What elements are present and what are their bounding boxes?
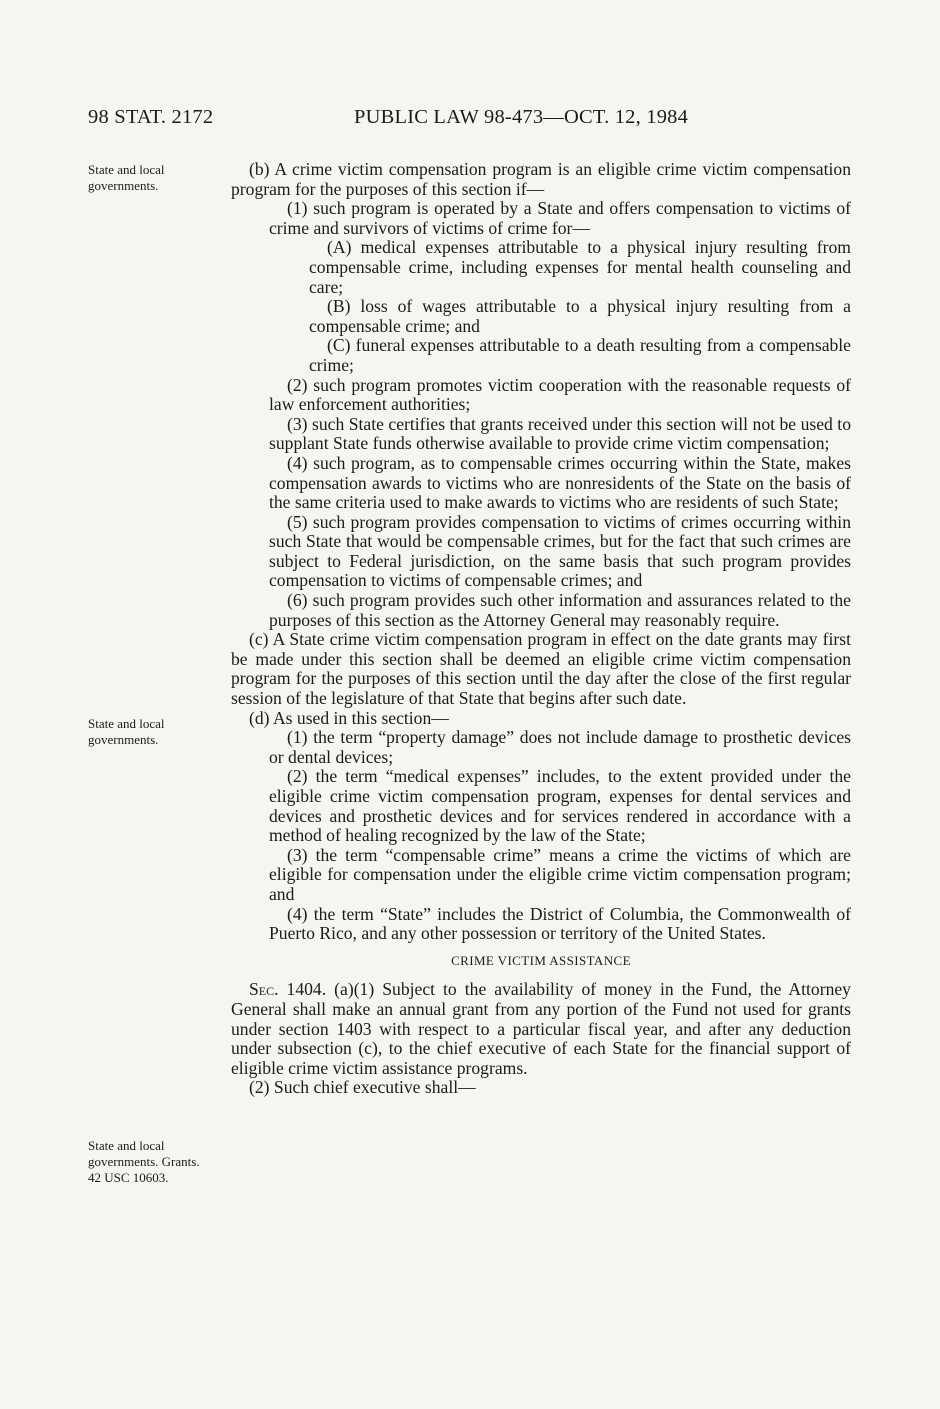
paragraph-b1: (1) such program is operated by a State and offers compensation to victims of crime and survivors of victims of crime for—: [269, 198, 851, 238]
paragraph-b: (b) A crime victim compensation program is an eligible crime victim compensation program for the purposes of this section if—: [231, 159, 851, 199]
margin-note: State and local governments.: [88, 716, 165, 747]
margin-note: State and local governments.: [88, 162, 165, 193]
section-1404-text: (a)(1) Subject to the availability of money in the Fund, the Attorney General shall make an annual grant from any portion of the Fund not used for grants under section 1403 with respect to a particular fiscal year, and after any deduction under subsection (c), to the chief executive of each State for the financial support of eligible crime victim assistance programs.: [231, 979, 851, 1078]
section-heading: CRIME VICTIM ASSISTANCE: [451, 952, 631, 968]
paragraph-b1a: (A) medical expenses attributable to a physical injury resulting from compensable crime, including expenses for mental health counseling and care;: [309, 237, 851, 297]
paragraph-b2: (2) such program promotes victim cooperation with the reasonable requests of law enforcement authorities;: [269, 374, 851, 415]
margin-note: State and local governments. Grants. 42 USC 10603.: [88, 1138, 200, 1185]
paragraph-b4: (4) such program, as to compensable crimes occurring within the State, makes compensation awards to victims who are nonresidents of the State on the basis of the same criteria used to make awards to victims who are residents of such State;: [269, 452, 851, 513]
law-title: PUBLIC LAW 98-473—OCT. 12, 1984: [354, 106, 689, 128]
paragraph-d2: (2) the term “medical expenses” includes, to the extent provided under the eligible crime victim compensation program, expenses for dental services and devices and prosthetic devices and for services rendered in accordance with a method of healing recognized by the law of the State;: [269, 766, 851, 846]
section-label: Sec. 1404.: [249, 979, 327, 1000]
paragraph-b6: (6) such program provides such other information and assurances related to the purposes of this section as the Attorney General may reasonably require.: [269, 590, 851, 630]
document-body: [231, 160, 851, 1098]
section-1404-paragraph: [231, 980, 851, 1078]
paragraph-d: (d) As used in this section—: [249, 707, 449, 728]
paragraph-c: (c) A State crime victim compensation program in effect on the date grants may first be made under this section shall be deemed an eligible crime victim compensation program for the purposes of this section until the day after the close of the first regular session of the legislature of that State that begins after such date.: [231, 629, 851, 709]
paragraph-b3: (3) such State certifies that grants received under this section will not be used to supplant State funds otherwise available to provide crime victim compensation;: [269, 413, 851, 454]
stat-reference: 98 STAT. 2172: [88, 106, 214, 128]
paragraph-a2: (2) Such chief executive shall—: [249, 1077, 476, 1098]
paragraph-d3: (3) the term “compensable crime” means a crime the victims of which are eligible for compensation under the eligible crime victim compensation program; and: [269, 844, 851, 904]
paragraph-b1b: (B) loss of wages attributable to a physical injury resulting from a compensable crime; and: [309, 296, 851, 336]
paragraph-b1c: (C) funeral expenses attributable to a death resulting from a compensable crime;: [309, 335, 851, 375]
paragraph-d4: (4) the term “State” includes the District of Columbia, the Commonwealth of Puerto Rico, and any other possession or territory of the United States.: [269, 903, 851, 944]
paragraph-d1: (1) the term “property damage” does not include damage to prosthetic devices or dental devices;: [269, 727, 851, 767]
paragraph-b5: (5) such program provides compensation to victims of crimes occurring within such State that would be compensable crimes, but for the fact that such crimes are subject to Federal jurisdiction, on the same basis that such program provides compensation to victims of compensable crimes; and: [269, 511, 851, 591]
